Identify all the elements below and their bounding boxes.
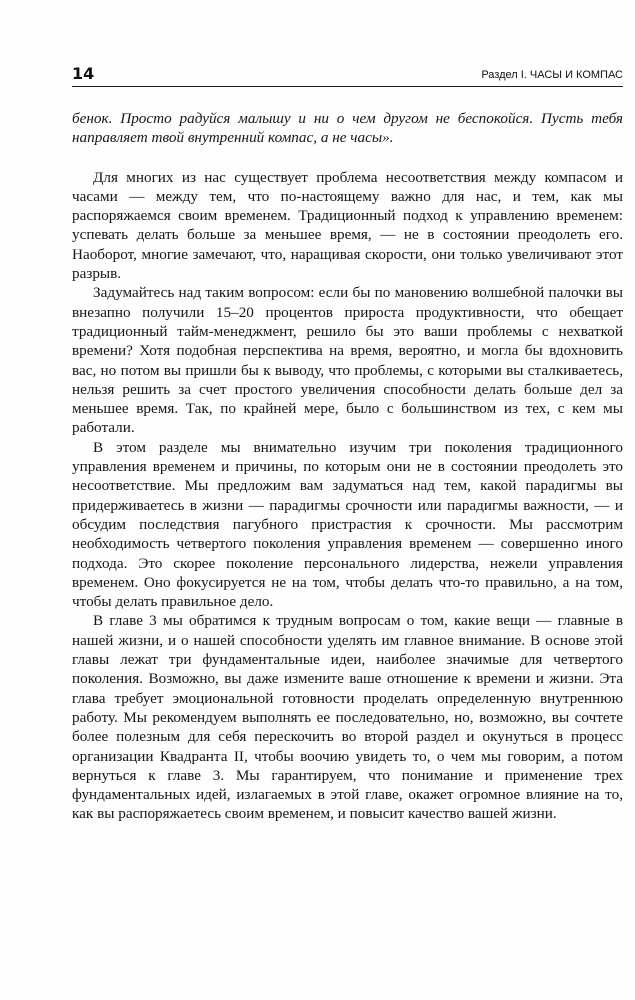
paragraph: Задумайтесь над таким вопросом: если бы по мановению волшебной палочки вы внезапно получили 15–20 процентов прироста продуктивности, что обещает традиционный тайм-менеджмент, решило бы это ваши проблемы с нехваткой времени? Хотя подобная перспектива на время, вероятно, и могла бы вдохновить вас, но потом вы пришли бы к выводу, что проблемы, с которыми вы сталкиваетесь, нельзя решить за счет простого увеличения способности делать больше дел за меньшее время. Так, по крайней мере, было с большинством из тех, с кем мы работали. [72,284,623,437]
paragraph: Для многих из нас существует проблема несоответствия между компасом и часами — между тем, что по-настоящему важно для нас, и тем, как мы распоряжаемся своим временем. Традиционный подход к управлению временем: успевать делать больше за меньшее время, — не в состоянии преодолеть его. Наоборот, многие замечают, что, наращивая скорости, они только увеличивают этот разрыв. [72,168,623,283]
quote-continuation: бенок. Просто радуйся малышу и ни о чем другом не беспокойся. Пусть тебя направляет твой внутренний компас, а не часы». [72,110,623,147]
paragraph: В этом разделе мы внимательно изучим три поколения традиционного управления временем и причины, по которым они не в состоянии преодолеть это несоответствие. Мы предложим вам задуматься над тем, какой парадигмы вы придерживаетесь в жизни — парадигмы срочности или парадигмы важности, — и обсудим последствия пагубного пристрастия к срочности. Мы рассмотрим необходимость четвертого поколения управления временем — совершенно иного подхода. Это скорее поколение персонального лидерства, нежели управления временем. Оно фокусируется не на том, чтобы делать что-то правильно, а на том, чтобы делать правильное дело. [72,438,623,611]
running-head: Раздел I. ЧАСЫ И КОМПАС [481,69,623,81]
paragraph: В главе 3 мы обратимся к трудным вопросам о том, какие вещи — главные в нашей жизни, и о нашей способности уделять им главное внимание. В основе этой главы лежат три фундаментальные идеи, наиболее значимые для четвертого поколения. Возможно, вы даже измените ваше отношение к времени и жизни. Эта глава требует эмоциональной готовности проделать определенную внутреннюю работу. Мы рекомендуем выполнять ее последовательно, но, возможно, вы сочтете более полезным для себя перескочить во второй раздел и окунуться в процесс организации Квадранта II, чтобы воочию увидеть то, о чем мы говорим, а потом вернуться к главе 3. Мы гарантируем, что понимание и применение трех фундаментальных идей, излагаемых в этой главе, окажет огромное влияние на то, как вы распоряжаетесь своим временем, и повысит качество вашей жизни. [72,612,623,823]
page-header [72,64,623,86]
page-number: 14 [72,64,95,83]
section-gap [72,148,623,168]
header-rule [72,86,623,87]
body-text [72,109,623,824]
